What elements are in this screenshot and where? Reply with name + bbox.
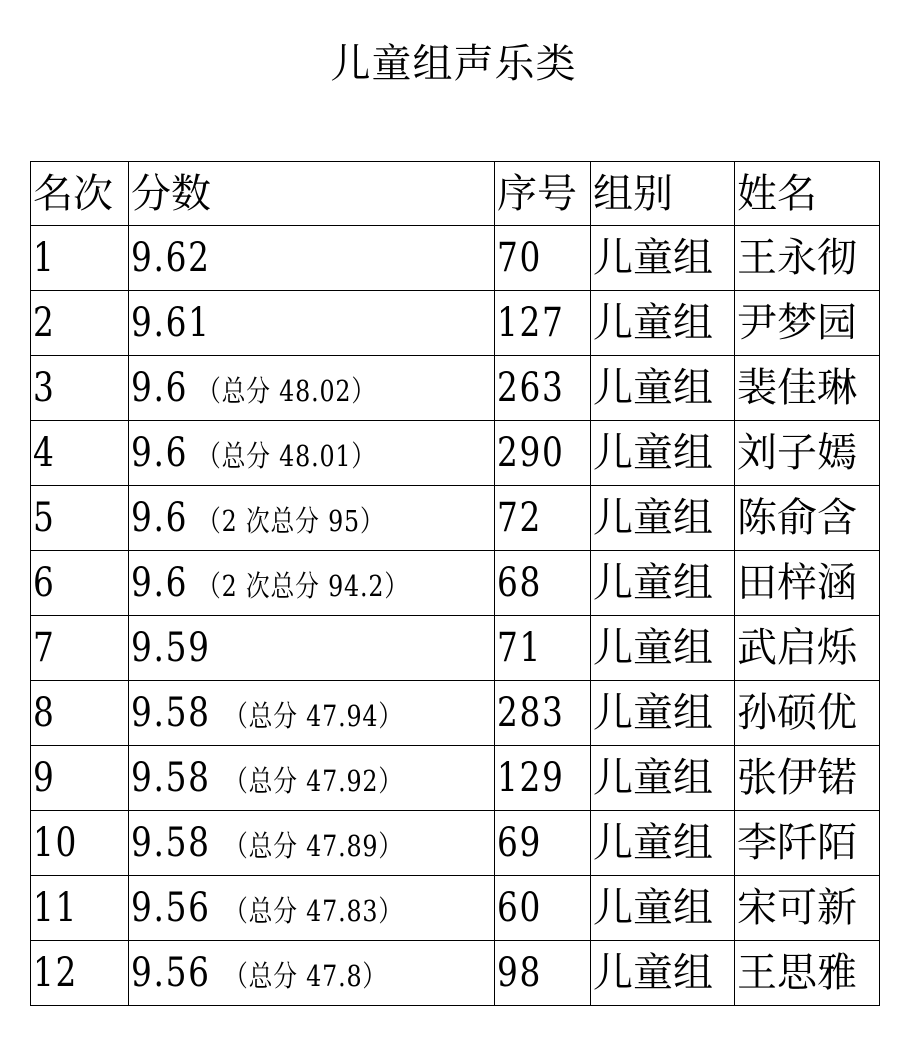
- group-cell: [591, 681, 735, 746]
- group-value: 儿童组: [593, 495, 713, 541]
- group-cell: [591, 356, 735, 421]
- table-row: [31, 291, 880, 356]
- name-cell: [735, 681, 880, 746]
- group-cell: [591, 486, 735, 551]
- group-cell: [591, 421, 735, 486]
- score-cell: [129, 616, 495, 681]
- score-value: 9.58: [131, 755, 211, 801]
- table-row: [31, 226, 880, 291]
- score-cell: [129, 291, 495, 356]
- seq-cell: [495, 291, 591, 356]
- rank-value: 2: [33, 300, 56, 346]
- rank-cell: [31, 681, 129, 746]
- name-value: 尹梦园: [737, 300, 857, 346]
- score-value: 9.62: [131, 235, 211, 281]
- rank-value: 7: [33, 625, 56, 671]
- seq-value: 290: [497, 430, 565, 476]
- rank-value: 9: [33, 755, 56, 801]
- group-value: 儿童组: [593, 885, 713, 931]
- score-note: （总分 47.89）: [224, 829, 404, 863]
- group-cell: [591, 876, 735, 941]
- seq-value: 127: [497, 300, 565, 346]
- rank-cell: [31, 616, 129, 681]
- score-value: 9.6: [131, 365, 189, 411]
- group-value: 儿童组: [593, 690, 713, 736]
- score-note: （总分 48.02）: [196, 374, 376, 408]
- table-row: [31, 421, 880, 486]
- rank-cell: [31, 551, 129, 616]
- score-cell: [129, 226, 495, 291]
- table-row: [31, 811, 880, 876]
- name-value: 宋可新: [737, 885, 857, 931]
- seq-value: 70: [497, 235, 543, 281]
- rank-value: 11: [33, 885, 79, 931]
- name-cell: [735, 551, 880, 616]
- table-row: [31, 746, 880, 811]
- name-value: 田梓涵: [737, 560, 857, 606]
- score-cell: [129, 681, 495, 746]
- rank-cell: [31, 941, 129, 1006]
- seq-cell: [495, 356, 591, 421]
- seq-value: 69: [497, 820, 543, 866]
- group-cell: [591, 551, 735, 616]
- seq-value: 283: [497, 690, 565, 736]
- rank-value: 4: [33, 430, 56, 476]
- seq-cell: [495, 616, 591, 681]
- score-value: 9.6: [131, 495, 189, 541]
- rank-cell: [31, 291, 129, 356]
- table-row: [31, 356, 880, 421]
- rank-value: 8: [33, 690, 56, 736]
- seq-value: 98: [497, 950, 543, 996]
- score-value: 9.59: [131, 625, 211, 671]
- score-value: 9.56: [131, 950, 211, 996]
- header-group: 组别: [591, 162, 735, 226]
- group-cell: [591, 226, 735, 291]
- score-cell: [129, 941, 495, 1006]
- table-row: [31, 681, 880, 746]
- score-cell: [129, 811, 495, 876]
- group-cell: [591, 291, 735, 356]
- group-value: 儿童组: [593, 560, 713, 606]
- score-value: 9.6: [131, 430, 189, 476]
- name-cell: [735, 746, 880, 811]
- group-value: 儿童组: [593, 365, 713, 411]
- score-note: （总分 48.01）: [196, 439, 376, 473]
- seq-cell: [495, 746, 591, 811]
- header-rank: 名次: [31, 162, 129, 226]
- rank-value: 10: [33, 820, 79, 866]
- group-cell: [591, 811, 735, 876]
- name-cell: [735, 811, 880, 876]
- rank-cell: [31, 876, 129, 941]
- score-cell: [129, 746, 495, 811]
- table-row: [31, 616, 880, 681]
- name-value: 张伊锘: [737, 755, 857, 801]
- score-value: 9.58: [131, 690, 211, 736]
- header-name: 姓名: [735, 162, 880, 226]
- rank-value: 6: [33, 560, 56, 606]
- score-note: （总分 47.8）: [224, 959, 388, 993]
- group-value: 儿童组: [593, 755, 713, 801]
- seq-cell: [495, 226, 591, 291]
- seq-cell: [495, 811, 591, 876]
- name-value: 王永彻: [737, 235, 857, 281]
- name-cell: [735, 291, 880, 356]
- name-value: 王思雅: [737, 950, 857, 996]
- name-value: 李阡陌: [737, 820, 857, 866]
- rank-value: 3: [33, 365, 56, 411]
- rank-value: 5: [33, 495, 56, 541]
- name-value: 裴佳琳: [737, 365, 857, 411]
- name-cell: [735, 356, 880, 421]
- score-note: （总分 47.83）: [224, 894, 404, 928]
- rank-cell: [31, 486, 129, 551]
- table-row: [31, 941, 880, 1006]
- header-score: 分数: [129, 162, 495, 226]
- rank-cell: [31, 226, 129, 291]
- group-value: 儿童组: [593, 300, 713, 346]
- score-cell: [129, 876, 495, 941]
- results-table: [30, 161, 880, 1006]
- name-cell: [735, 941, 880, 1006]
- seq-value: 263: [497, 365, 565, 411]
- name-value: 孙硕优: [737, 690, 857, 736]
- group-value: 儿童组: [593, 235, 713, 281]
- score-value: 9.6: [131, 560, 189, 606]
- score-cell: [129, 356, 495, 421]
- name-value: 陈俞含: [737, 495, 857, 541]
- seq-cell: [495, 876, 591, 941]
- rank-cell: [31, 356, 129, 421]
- name-value: 武启烁: [737, 625, 857, 671]
- page-title: 儿童组声乐类: [330, 41, 577, 87]
- score-cell: [129, 486, 495, 551]
- rank-value: 12: [33, 950, 79, 996]
- rank-cell: [31, 421, 129, 486]
- group-value: 儿童组: [593, 820, 713, 866]
- seq-cell: [495, 421, 591, 486]
- seq-cell: [495, 681, 591, 746]
- score-note: （2 次总分 94.2）: [196, 569, 409, 603]
- name-cell: [735, 876, 880, 941]
- seq-cell: [495, 486, 591, 551]
- group-cell: [591, 746, 735, 811]
- table-row: [31, 486, 880, 551]
- name-value: 刘子嫣: [737, 430, 857, 476]
- name-cell: [735, 421, 880, 486]
- name-cell: [735, 616, 880, 681]
- group-cell: [591, 616, 735, 681]
- score-cell: [129, 421, 495, 486]
- score-value: 9.58: [131, 820, 211, 866]
- score-note: （2 次总分 95）: [196, 504, 385, 538]
- group-cell: [591, 941, 735, 1006]
- name-cell: [735, 226, 880, 291]
- seq-value: 129: [497, 755, 565, 801]
- header-row: [31, 162, 880, 226]
- rank-value: 1: [33, 235, 56, 281]
- score-note: （总分 47.94）: [224, 699, 404, 733]
- score-value: 9.61: [131, 300, 211, 346]
- score-note: （总分 47.92）: [224, 764, 404, 798]
- seq-cell: [495, 941, 591, 1006]
- seq-cell: [495, 551, 591, 616]
- header-seq: 序号: [495, 162, 591, 226]
- group-value: 儿童组: [593, 430, 713, 476]
- rank-cell: [31, 746, 129, 811]
- seq-value: 71: [497, 625, 543, 671]
- score-cell: [129, 551, 495, 616]
- group-value: 儿童组: [593, 950, 713, 996]
- table-row: [31, 551, 880, 616]
- table-row: [31, 876, 880, 941]
- seq-value: 72: [497, 495, 543, 541]
- seq-value: 68: [497, 560, 543, 606]
- name-cell: [735, 486, 880, 551]
- group-value: 儿童组: [593, 625, 713, 671]
- rank-cell: [31, 811, 129, 876]
- score-value: 9.56: [131, 885, 211, 931]
- seq-value: 60: [497, 885, 543, 931]
